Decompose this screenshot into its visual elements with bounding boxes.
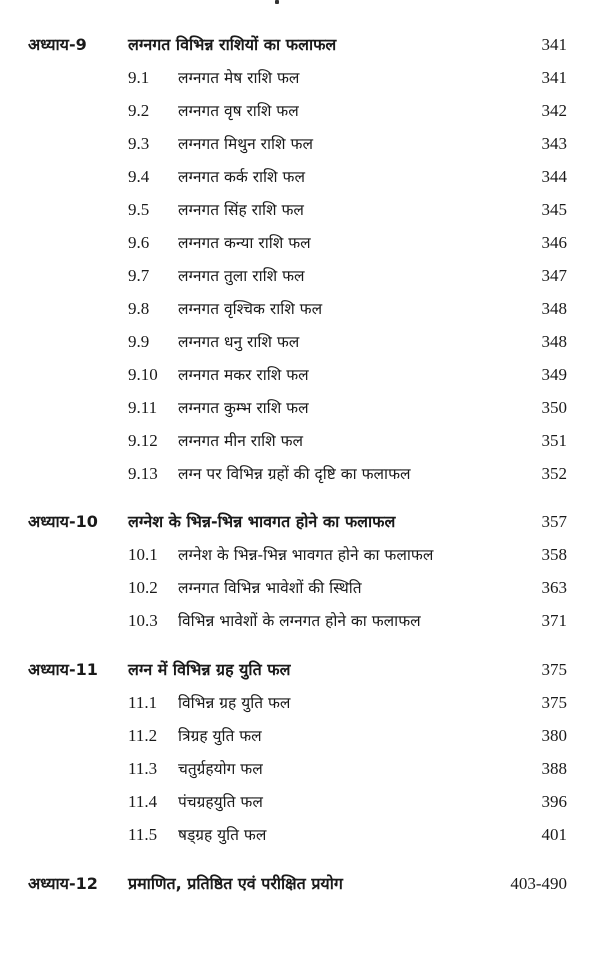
page-number: 352 [541,464,567,483]
section-title: लग्नगत कुम्भ राशि फल [178,399,309,417]
section-number: 9.8 [128,299,150,318]
section-row [0,459,600,489]
section-title: लग्नगत मिथुन राशि फल [178,135,313,153]
section-number: 11.5 [128,825,158,844]
section-row [0,327,600,357]
scan-speck [275,0,279,4]
page-number: 345 [541,200,567,219]
page-number: 358 [541,545,567,564]
page-number: 343 [541,134,567,153]
section-title: षड्ग्रह युति फल [178,826,267,844]
section-row [0,820,600,850]
page-number: 344 [541,167,567,186]
section-row [0,228,600,258]
section-title: लग्न पर विभिन्न ग्रहों की दृष्टि का फलाफल [178,465,411,483]
chapter-label: अध्याय-12 [28,874,98,893]
page-number: 346 [541,233,567,252]
section-title: चतुर्ग्रहयोग फल [178,760,263,778]
section-row [0,540,600,570]
section-title: पंचग्रहयुति फल [178,793,263,811]
section-number: 10.1 [128,545,158,564]
section-row [0,294,600,324]
section-title: लग्नगत सिंह राशि फल [178,201,304,219]
section-title: लग्नगत विभिन्न भावेशों की स्थिति [178,579,362,597]
section-number: 9.1 [128,68,150,87]
section-number: 9.10 [128,365,158,384]
section-row [0,261,600,291]
page-number: 349 [541,365,567,384]
page-number: 351 [541,431,567,450]
chapter-title: लग्नेश के भिन्न-भिन्न भावगत होने का फलाफल [128,512,396,531]
page-number: 350 [541,398,567,417]
section-number: 11.3 [128,759,158,778]
chapter-title: लग्नगत विभिन्न राशियों का फलाफल [128,35,337,54]
chapter-title: प्रमाणित, प्रतिष्ठित एवं परीक्षित प्रयोग [128,874,343,893]
section-row [0,688,600,718]
page-number: 341 [541,68,567,87]
section-row [0,96,600,126]
section-row [0,162,600,192]
page-number: 380 [541,726,567,745]
section-row [0,754,600,784]
section-title: विभिन्न भावेशों के लग्नगत होने का फलाफल [178,612,421,630]
section-row [0,721,600,751]
section-number: 10.3 [128,611,158,630]
chapter-title: लग्न में विभिन्न ग्रह युति फल [128,660,291,679]
page-range: 403-490 [510,874,567,893]
section-number: 9.5 [128,200,150,219]
section-title: लग्नगत मीन राशि फल [178,432,304,450]
chapter-label: अध्याय-10 [28,512,98,531]
section-row [0,63,600,93]
section-title: लग्नगत तुला राशि फल [178,267,305,285]
chapter-row [0,30,600,60]
section-row [0,393,600,423]
chapter-row [0,655,600,685]
page-number: 401 [541,825,567,844]
page-number: 348 [541,332,567,351]
section-number: 9.12 [128,431,158,450]
page-number: 341 [541,35,567,54]
section-title: लग्नगत कर्क राशि फल [178,168,305,186]
section-number: 10.2 [128,578,158,597]
section-number: 11.1 [128,693,158,712]
page-number: 375 [541,660,567,679]
page-number: 388 [541,759,567,778]
section-number: 9.7 [128,266,150,285]
page-number: 347 [541,266,567,285]
section-row [0,573,600,603]
section-number: 9.6 [128,233,150,252]
section-title: लग्नगत वृश्चिक राशि फल [178,300,323,318]
section-number: 9.3 [128,134,150,153]
section-row [0,360,600,390]
section-row [0,606,600,636]
section-row [0,787,600,817]
page-number: 396 [541,792,567,811]
section-title: लग्नगत कन्या राशि फल [178,234,311,252]
chapter-row [0,869,600,899]
chapter-label: अध्याय-11 [28,660,98,679]
section-title: लग्नेश के भिन्न-भिन्न भावगत होने का फलाफल [178,546,434,564]
section-number: 9.4 [128,167,150,186]
section-number: 9.2 [128,101,150,120]
section-title: विभिन्न ग्रह युति फल [178,694,291,712]
section-number: 11.4 [128,792,158,811]
page-number: 357 [541,512,567,531]
page-number: 342 [541,101,567,120]
section-row [0,129,600,159]
page-number: 363 [541,578,567,597]
section-title: लग्नगत मेष राशि फल [178,69,300,87]
section-number: 9.13 [128,464,158,483]
section-row [0,426,600,456]
page-number: 375 [541,693,567,712]
section-number: 9.11 [128,398,158,417]
chapter-row [0,507,600,537]
section-row [0,195,600,225]
page-number: 348 [541,299,567,318]
page-number: 371 [541,611,567,630]
section-title: लग्नगत वृष राशि फल [178,102,299,120]
section-title: त्रिग्रह युति फल [178,727,262,745]
section-number: 11.2 [128,726,158,745]
chapter-label: अध्याय-9 [28,35,87,54]
section-title: लग्नगत मकर राशि फल [178,366,309,384]
section-title: लग्नगत धनु राशि फल [178,333,300,351]
section-number: 9.9 [128,332,150,351]
